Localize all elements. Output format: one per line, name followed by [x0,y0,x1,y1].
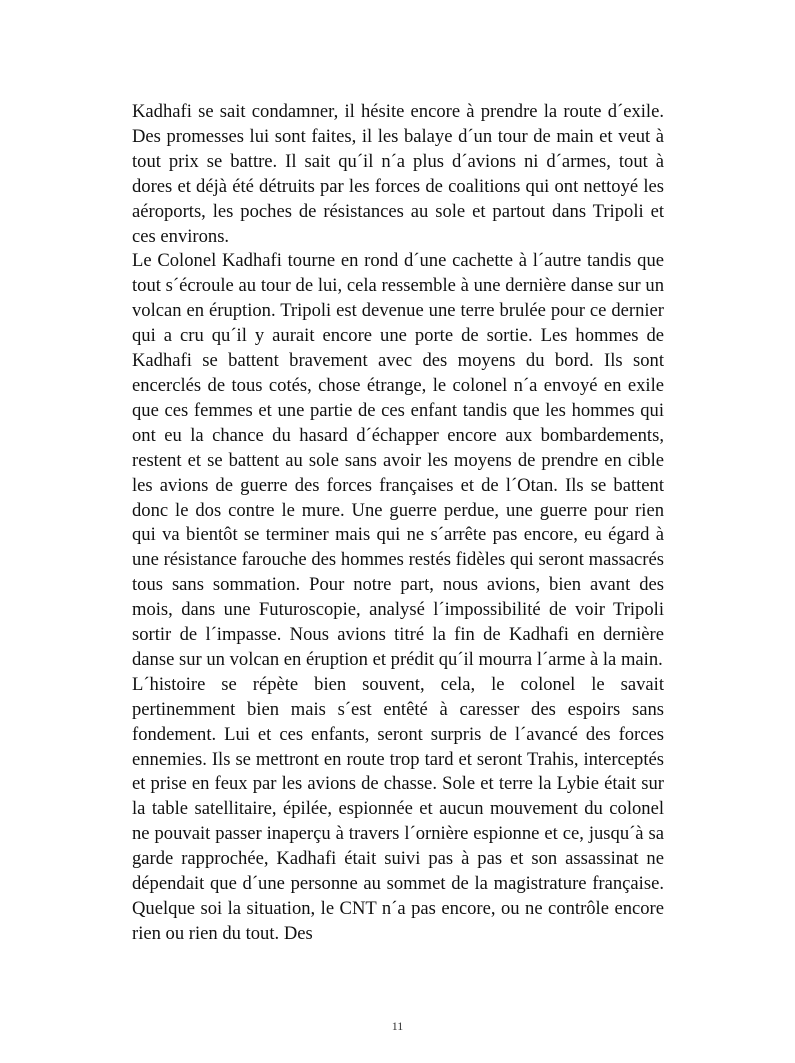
paragraph-1: Kadhafi se sait condamner, il hésite encore à prendre la route d´exile. Des promesses lui sont faites, il les balaye d´un tour de main et veut à tout prix se battre. Il sait qu´il n´a plus d´avions ni d´armes, tout à dores et déjà été détruits par les forces de coalitions qui ont nettoyé les aéroports, les poches de résistances au sole et partout dans Tripoli et ces environs. [132,101,664,247]
page-number: 11 [391,1019,404,1033]
paragraph-3: L´histoire se répète bien souvent, cela, le colonel le savait pertinemment bien mais s´est entêté à caresser des espoirs sans fondement. Lui et ces enfants, seront surpris de l´avancé des forces ennemies. Ils se mettront en route trop tard et seront Trahis, interceptés et prise en feux par les avions de chasse. Sole et terre la Lybie était sur la table satellitaire, épilée, espionnée et aucun mouvement du colonel ne pouvait passer inaperçu à travers l´ornière espionne et ce, jusqu´à sa garde rapprochée, Kadhafi était suivi pas à pas et son assassinat ne dépendait que d´une personne au sommet de la magistrature française. Quelque soi la situation, le CNT n´a pas encore, ou ne contrôle encore rien ou rien du tout. Des [132,673,664,944]
body-text [132,100,664,947]
paragraph-2: Le Colonel Kadhafi tourne en rond d´une cachette à l´autre tandis que tout s´écroule au tour de lui, cela ressemble à une dernière danse sur un volcan en éruption. Tripoli est devenue une terre brulée pour ce dernier qui a cru qu´il y aurait encore une porte de sortie. Les hommes de Kadhafi se battent bravement avec des moyens du bord. Ils sont encerclés de tous cotés, chose étrange, le colonel n´a envoyé en exile que ces femmes et une partie de ces enfant tandis que les hommes qui ont eu la chance du hasard d´échapper encore aux bombardements, restent et se battent au sole sans avoir les moyens de prendre en cible les avions de guerre des forces françaises et de l´Otan. Ils se battent donc le dos contre le mure. Une guerre perdue, une guerre pour rien qui va bientôt se terminer mais qui ne s´arrête pas encore, eu égard à une résistance farouche des hommes restés fidèles qui seront massacrés tous sans sommation. Pour notre part, nous avions, bien avant des mois, dans une Futuroscopie, analysé l´impossibilité de voir Tripoli sortir de l´impasse. Nous avions titré la fin de Kadhafi en dernière danse sur un volcan en éruption et prédit qu´il mourra l´arme à la main. [132,250,664,670]
